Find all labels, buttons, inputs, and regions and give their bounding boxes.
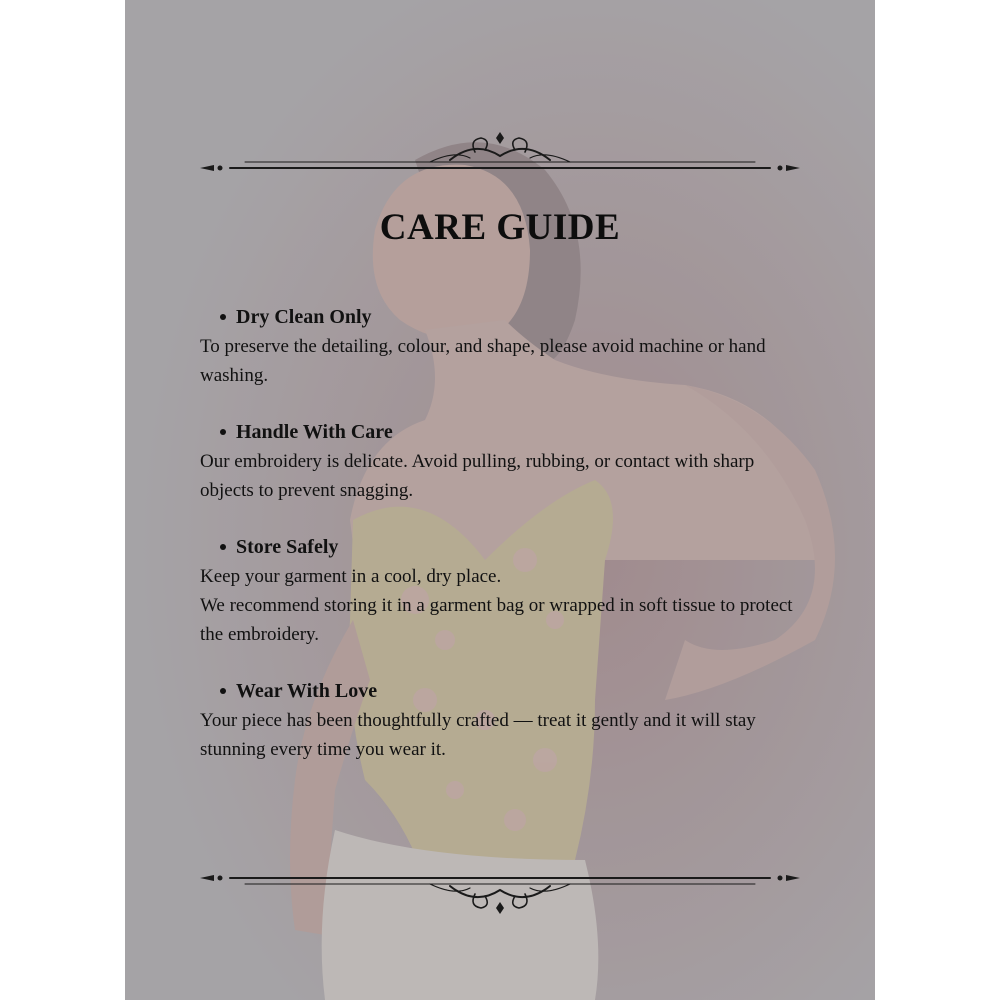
section-text: Your piece has been thoughtfully crafted — treat it gently and it will stay stunning every time you wear it. (200, 710, 756, 760)
section-heading-label: Handle With Care (236, 421, 393, 443)
section-heading-label: Dry Clean Only (236, 306, 372, 328)
section-text: Our embroidery is delicate. Avoid pulling, rubbing, or contact with sharp objects to prevent snagging. (200, 451, 755, 501)
section-heading (200, 676, 810, 706)
section-heading-label: Wear With Love (236, 680, 378, 702)
section-text: Keep your garment in a cool, dry place. (200, 566, 502, 587)
bullet-icon (220, 688, 226, 694)
section-heading (200, 532, 810, 562)
flourish-divider-icon (200, 128, 800, 178)
bullet-icon (220, 314, 226, 320)
section-wear-with-love (200, 676, 810, 764)
section-handle-with-care (200, 417, 810, 505)
section-heading-label: Store Safely (236, 536, 339, 558)
section-text: We recommend storing it in a garment bag or wrapped in soft tissue to protect the embroidery. (200, 595, 793, 645)
section-heading (200, 417, 810, 447)
section-text: To preserve the detailing, colour, and shape, please avoid machine or hand washing. (200, 336, 766, 386)
page-title: CARE GUIDE (379, 207, 621, 248)
section-dry-clean-only (200, 302, 810, 390)
section-store-safely (200, 532, 810, 649)
flourish-divider-icon (200, 868, 800, 918)
care-instructions (200, 302, 810, 791)
bullet-icon (220, 544, 226, 550)
bullet-icon (220, 429, 226, 435)
section-heading (200, 302, 810, 332)
care-guide-card (125, 0, 875, 1000)
